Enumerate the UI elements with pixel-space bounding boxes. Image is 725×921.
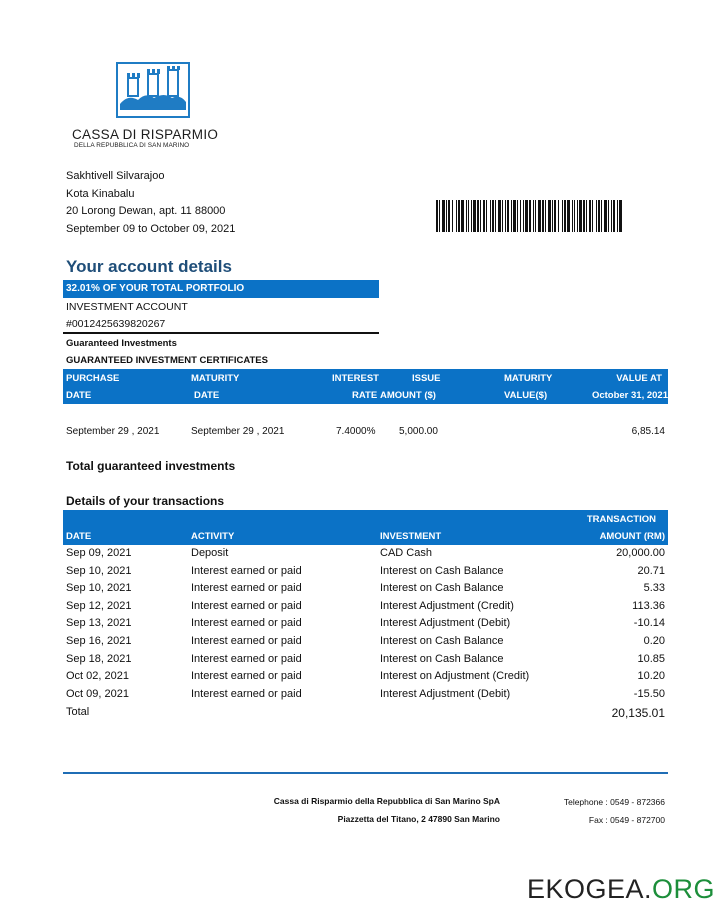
barcode-bar bbox=[552, 200, 553, 232]
transactions-table-header bbox=[63, 510, 668, 545]
footer-divider bbox=[63, 772, 668, 774]
col-purchase: PURCHASE bbox=[66, 373, 120, 384]
barcode-bar bbox=[562, 200, 563, 232]
account-details-title: Your account details bbox=[66, 257, 232, 276]
barcode-bar bbox=[533, 200, 534, 232]
inv-issue-amount: 5,000.00 bbox=[399, 426, 438, 437]
barcode-bar bbox=[436, 200, 438, 232]
barcode-bar bbox=[486, 200, 487, 232]
transactions-table-body bbox=[63, 546, 668, 704]
table-row bbox=[63, 687, 668, 705]
barcode-bar bbox=[473, 200, 476, 232]
col-maturity: MATURITY bbox=[191, 373, 240, 384]
barcode-bar bbox=[617, 200, 618, 232]
barcode-bar bbox=[554, 200, 556, 232]
barcode-bar bbox=[598, 200, 600, 232]
barcode-bar bbox=[548, 200, 551, 232]
barcode-bar bbox=[517, 200, 518, 232]
barcode-bar bbox=[520, 200, 521, 232]
col-purchase-sub: DATE bbox=[66, 390, 92, 401]
col-maturity-value: MATURITY bbox=[504, 373, 553, 384]
row-activity: Interest earned or paid bbox=[191, 687, 302, 700]
watermark-suffix: ORG bbox=[651, 874, 715, 904]
barcode-bar bbox=[448, 200, 450, 232]
table-row bbox=[63, 634, 668, 652]
row-activity: Interest earned or paid bbox=[191, 617, 302, 630]
table-row bbox=[63, 669, 668, 687]
barcode-icon bbox=[436, 200, 622, 232]
row-date: Sep 10, 2021 bbox=[66, 582, 132, 595]
total-guaranteed-investments: Total guaranteed investments bbox=[66, 459, 236, 473]
barcode-bar bbox=[572, 200, 573, 232]
table-row bbox=[63, 616, 668, 634]
table-row bbox=[63, 581, 668, 599]
row-amount: 10.20 bbox=[637, 670, 665, 683]
barcode-bar bbox=[558, 200, 559, 232]
castle-logo-icon bbox=[118, 64, 188, 116]
barcode-bar bbox=[492, 200, 494, 232]
guaranteed-investments-label: Guaranteed Investments bbox=[66, 338, 177, 349]
barcode-bar bbox=[490, 200, 491, 232]
row-amount: 0.20 bbox=[643, 634, 665, 647]
account-type: INVESTMENT ACCOUNT bbox=[66, 301, 188, 313]
barcode-bar bbox=[498, 200, 501, 232]
row-amount: -10.14 bbox=[633, 617, 665, 630]
row-investment: CAD Cash bbox=[380, 547, 432, 559]
col-activity: ACTIVITY bbox=[191, 531, 235, 542]
row-investment: Interest Adjustment (Credit) bbox=[380, 599, 514, 612]
row-investment: Interest on Cash Balance bbox=[380, 564, 504, 577]
row-amount: -15.50 bbox=[633, 687, 665, 700]
col-issue: ISSUE bbox=[412, 373, 441, 384]
table-row bbox=[63, 564, 668, 582]
bank-name: CASSA DI RISPARMIO bbox=[72, 127, 219, 142]
barcode-bar bbox=[567, 200, 570, 232]
col-maturity-sub: DATE bbox=[194, 390, 220, 401]
investments-table-header bbox=[63, 369, 668, 404]
inv-value: 6,85.14 bbox=[631, 426, 665, 437]
row-date: Sep 16, 2021 bbox=[66, 634, 132, 647]
barcode-bar bbox=[505, 200, 506, 232]
row-activity: Interest earned or paid bbox=[191, 652, 302, 665]
barcode-bar bbox=[483, 200, 485, 232]
row-activity: Interest earned or paid bbox=[191, 582, 302, 595]
barcode-bar bbox=[529, 200, 531, 232]
row-amount: 10.85 bbox=[637, 652, 665, 665]
table-row bbox=[63, 599, 668, 617]
row-date: Sep 18, 2021 bbox=[66, 652, 132, 665]
bank-logo bbox=[116, 62, 190, 118]
row-investment: Interest Adjustment (Debit) bbox=[380, 687, 511, 700]
footer-telephone: Telephone : 0549 - 872366 bbox=[563, 797, 665, 807]
inv-purchase-date: September 29 , 2021 bbox=[66, 426, 160, 437]
barcode-bar bbox=[538, 200, 541, 232]
row-activity: Interest earned or paid bbox=[191, 670, 302, 683]
customer-name: Sakhtivell Silvarajoo bbox=[66, 170, 165, 182]
table-row bbox=[63, 652, 668, 670]
row-activity: Interest earned or paid bbox=[191, 634, 302, 647]
barcode-bar bbox=[495, 200, 496, 232]
barcode-bar bbox=[511, 200, 512, 232]
col-interest: INTEREST bbox=[332, 373, 379, 384]
row-investment: Interest on Adjustment (Credit) bbox=[380, 670, 530, 683]
barcode-bar bbox=[579, 200, 582, 232]
barcode-bar bbox=[613, 200, 615, 232]
transactions-total-value: 20,135.01 bbox=[611, 706, 665, 720]
barcode-bar bbox=[439, 200, 440, 232]
col-transaction: TRANSACTION bbox=[586, 514, 656, 525]
footer-fax: Fax : 0549 - 872700 bbox=[588, 815, 665, 825]
row-date: Oct 09, 2021 bbox=[66, 687, 129, 700]
col-issue-sub: AMOUNT ($) bbox=[380, 390, 436, 401]
barcode-bar bbox=[446, 200, 447, 232]
footer-address: Piazzetta del Titano, 2 47890 San Marino bbox=[337, 814, 500, 824]
row-date: Sep 10, 2021 bbox=[66, 564, 132, 577]
row-investment: Interest on Cash Balance bbox=[380, 582, 504, 595]
col-amount: AMOUNT (RM) bbox=[599, 531, 665, 542]
portfolio-text: 32.01% OF YOUR TOTAL PORTFOLIO bbox=[66, 283, 245, 294]
inv-interest-rate: 7.4000% bbox=[336, 426, 376, 437]
barcode-bar bbox=[442, 200, 445, 232]
barcode-bar bbox=[523, 200, 524, 232]
col-interest-sub: RATE bbox=[352, 390, 378, 401]
barcode-bar bbox=[480, 200, 481, 232]
barcode-bar bbox=[586, 200, 587, 232]
row-date: Sep 09, 2021 bbox=[66, 547, 132, 559]
row-investment: Interest on Cash Balance bbox=[380, 634, 504, 647]
barcode-bar bbox=[507, 200, 509, 232]
row-amount: 20.71 bbox=[637, 564, 665, 577]
row-activity: Deposit bbox=[191, 547, 229, 559]
portfolio-banner bbox=[63, 280, 379, 298]
barcode-bar bbox=[466, 200, 467, 232]
section-divider bbox=[63, 332, 379, 334]
row-activity: Interest earned or paid bbox=[191, 599, 302, 612]
col-maturity-value-sub: VALUE($) bbox=[504, 390, 548, 401]
barcode-bar bbox=[601, 200, 602, 232]
watermark bbox=[527, 874, 715, 905]
row-investment: Interest on Cash Balance bbox=[380, 652, 504, 665]
barcode-bar bbox=[542, 200, 544, 232]
row-amount: 5.33 bbox=[643, 582, 665, 595]
barcode-bar bbox=[545, 200, 546, 232]
barcode-bar bbox=[589, 200, 591, 232]
barcode-bar bbox=[574, 200, 575, 232]
bank-subtitle: DELLA REPUBBLICA DI SAN MARINO bbox=[74, 142, 190, 149]
inv-maturity-date: September 29 , 2021 bbox=[191, 426, 285, 437]
barcode-bar bbox=[471, 200, 472, 232]
transactions-total-label: Total bbox=[66, 706, 90, 718]
barcode-bar bbox=[452, 200, 453, 232]
barcode-bar bbox=[477, 200, 479, 232]
account-number: #0012425639820267 bbox=[66, 318, 166, 330]
row-date: Sep 13, 2021 bbox=[66, 617, 132, 630]
col-investment: INVESTMENT bbox=[380, 531, 442, 542]
barcode-bar bbox=[604, 200, 607, 232]
barcode-bar bbox=[458, 200, 460, 232]
statement-period: September 09 to October 09, 2021 bbox=[66, 223, 236, 235]
barcode-bar bbox=[525, 200, 528, 232]
row-investment: Interest Adjustment (Debit) bbox=[380, 617, 511, 630]
customer-street: 20 Lorong Dewan, apt. 11 88000 bbox=[66, 205, 226, 217]
col-value-at-sub: October 31, 2021 bbox=[591, 390, 668, 401]
barcode-bar bbox=[577, 200, 578, 232]
row-date: Sep 12, 2021 bbox=[66, 599, 132, 612]
barcode-bar bbox=[456, 200, 457, 232]
barcode-bar bbox=[619, 200, 622, 232]
watermark-main: EKOGEA. bbox=[526, 874, 652, 904]
gic-label: GUARANTEED INVESTMENT CERTIFICATES bbox=[66, 355, 268, 366]
barcode-bar bbox=[583, 200, 585, 232]
col-value-at: VALUE AT bbox=[616, 373, 662, 384]
footer-company: Cassa di Risparmio della Repubblica di San Marino SpA bbox=[273, 796, 500, 806]
barcode-bar bbox=[513, 200, 516, 232]
customer-city: Kota Kinabalu bbox=[66, 188, 135, 200]
table-row bbox=[63, 546, 668, 564]
barcode-bar bbox=[611, 200, 612, 232]
barcode-bar bbox=[564, 200, 566, 232]
row-activity: Interest earned or paid bbox=[191, 564, 302, 577]
barcode-bar bbox=[592, 200, 593, 232]
barcode-bar bbox=[608, 200, 609, 232]
barcode-bar bbox=[468, 200, 469, 232]
row-amount: 113.36 bbox=[632, 599, 665, 612]
row-date: Oct 02, 2021 bbox=[66, 670, 129, 683]
barcode-bar bbox=[461, 200, 464, 232]
barcode-bar bbox=[535, 200, 536, 232]
barcode-bar bbox=[502, 200, 503, 232]
row-amount: 20,000.00 bbox=[616, 547, 665, 559]
transactions-title: Details of your transactions bbox=[66, 494, 225, 508]
col-date: DATE bbox=[66, 531, 92, 542]
barcode-bar bbox=[596, 200, 597, 232]
